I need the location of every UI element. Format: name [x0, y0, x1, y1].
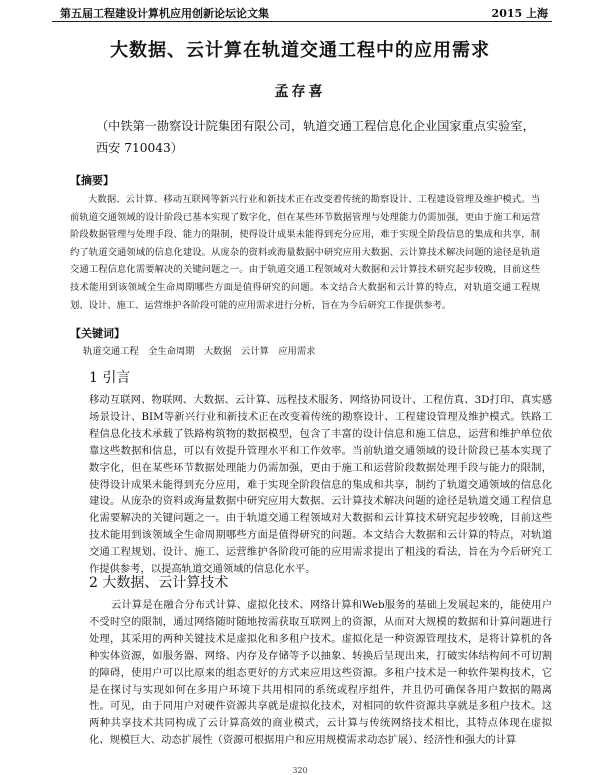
keywords-label: 【关键词】 — [70, 327, 125, 340]
keywords-text: 轨道交通工程 全生命周期 大数据 云计算 应用需求 — [83, 346, 316, 357]
author-name: 孟存喜 — [274, 84, 326, 100]
paper-title: 大数据、云计算在轨道交通工程中的应用需求 — [110, 40, 490, 61]
page-number: 320 — [292, 766, 308, 775]
section-1-paragraph: 移动互联网、物联网、大数据、云计算、远程技术服务、网络协同设计、工程仿真、3D打印、真实感场景设计、BIM等新兴行业和新技术正在改变着传统的勘察设计、工程建设管理及维护模式。铁路工程信息化技术承载了铁路构筑物的数据模型，包含了丰富的设计信息和施工信息，运营和维护单位依靠这些数据和信息，可以有效提升管理水平和工作效率。当前轨道交通领域的设计阶段已基本实现了数字化，但在某些环节数据处理能力仍需加强，更由于施工和运营阶段数据处理手段与能力的限制，使得设计成果未能得到充分应用，难于实现全阶段信息的集成和共享，制约了轨道交通领域的信息化建设。从庞杂的资料或海量数据中研究应用大数据、云计算技术解决问题的途径是轨道交通工程信息化需要解决的关键问题之一。由于轨道交通工程领域对大数据和云计算技术研究起步较晚，目前这些技术能用到该领域全生命周期哪些方面是值得研究的问题。本文结合大数据和云计算的特点，对轨道交通工程规划、设计、施工、运营维护各阶段可能的应用需求提出了粗浅的看法，旨在为今后研究工作提供参考，以提高轨道交通领域的信息化水平。 — [89, 394, 552, 576]
author-affiliation: （中铁第一勘察设计院集团有限公司，轨道交通工程信息化企业国家重点实验室，西安 710043） — [96, 119, 535, 155]
section-2-heading: 2 大数据、云计算技术 — [89, 575, 229, 591]
section-1-heading: 1 引言 — [89, 370, 131, 386]
section-2-paragraph: 云计算是在融合分布式计算、虚拟化技术、网络计算和Web服务的基础上发展起来的，能使用户不受时空的限制，通过网络随时随地按需获取互联网上的资源，从而对大规模的数据和计算问题进行处理，其采用的两种关键技术是虚拟化和多租户技术。虚拟化是一种资源管理技术，是将计算机的各种实体资源，如服务器、网络、内存及存储等予以抽象、转换后呈现出来，打破实体结构间不可切割的障碍，使用户可以比原来的组态更好的方式来应用这些资源。多租户技术是一种软件架构技术，它是在探讨与实现如何在多用户环境下共用相同的系统或程序组件，并且仍可确保各用户数据的隔离性。可见，由于同用户对硬件资源共享就是虚拟化技术，对相同的软件资源共享就是多租户技术。这两种共享技术共同构成了云计算高效的商业模式，云计算与传统网络技术相比，其特点体现在虚拟化、规模巨大、动态扩展性（资源可根据用户和应用规模需求动态扩展）、经济性和强大的计算 — [89, 599, 552, 747]
abstract-text: 大数据、云计算、移动互联网等新兴行业和新技术正在改变着传统的勘察设计、工程建设管理及维护模式。当前轨道交通领域的设计阶段已基本实现了数字化，但在某些环节数据管理与处理能力仍需加强，更由于施工和运营阶段数据管理与处理手段、能力的限制，使得设计成果未能得到充分应用，难于实现全阶段信息的集成和共享，制约了轨道交通领域的信息化建设。从庞杂的资料或海量数据中研究应用大数据、云计算技术解决问题的途径是轨道交通工程信息化需要解决的关键问题之一。由于轨道交通工程领域对大数据和云计算技术研究起步较晚，目前这些技术能用到该领域全生命周期哪些方面是值得研究的问题。本文结合大数据和云计算的特点，对轨道交通工程规划、设计、施工、运营维护各阶段可能的应用需求进行分析，旨在为今后研究工作提供参考。 — [70, 194, 540, 311]
header-proceedings-title: 第五届工程建设计算机应用创新论坛论文集 — [60, 7, 269, 20]
abstract-label: 【摘要】 — [70, 174, 114, 187]
running-header — [52, 4, 552, 22]
header-year-location: 2015 上海 — [491, 7, 548, 20]
